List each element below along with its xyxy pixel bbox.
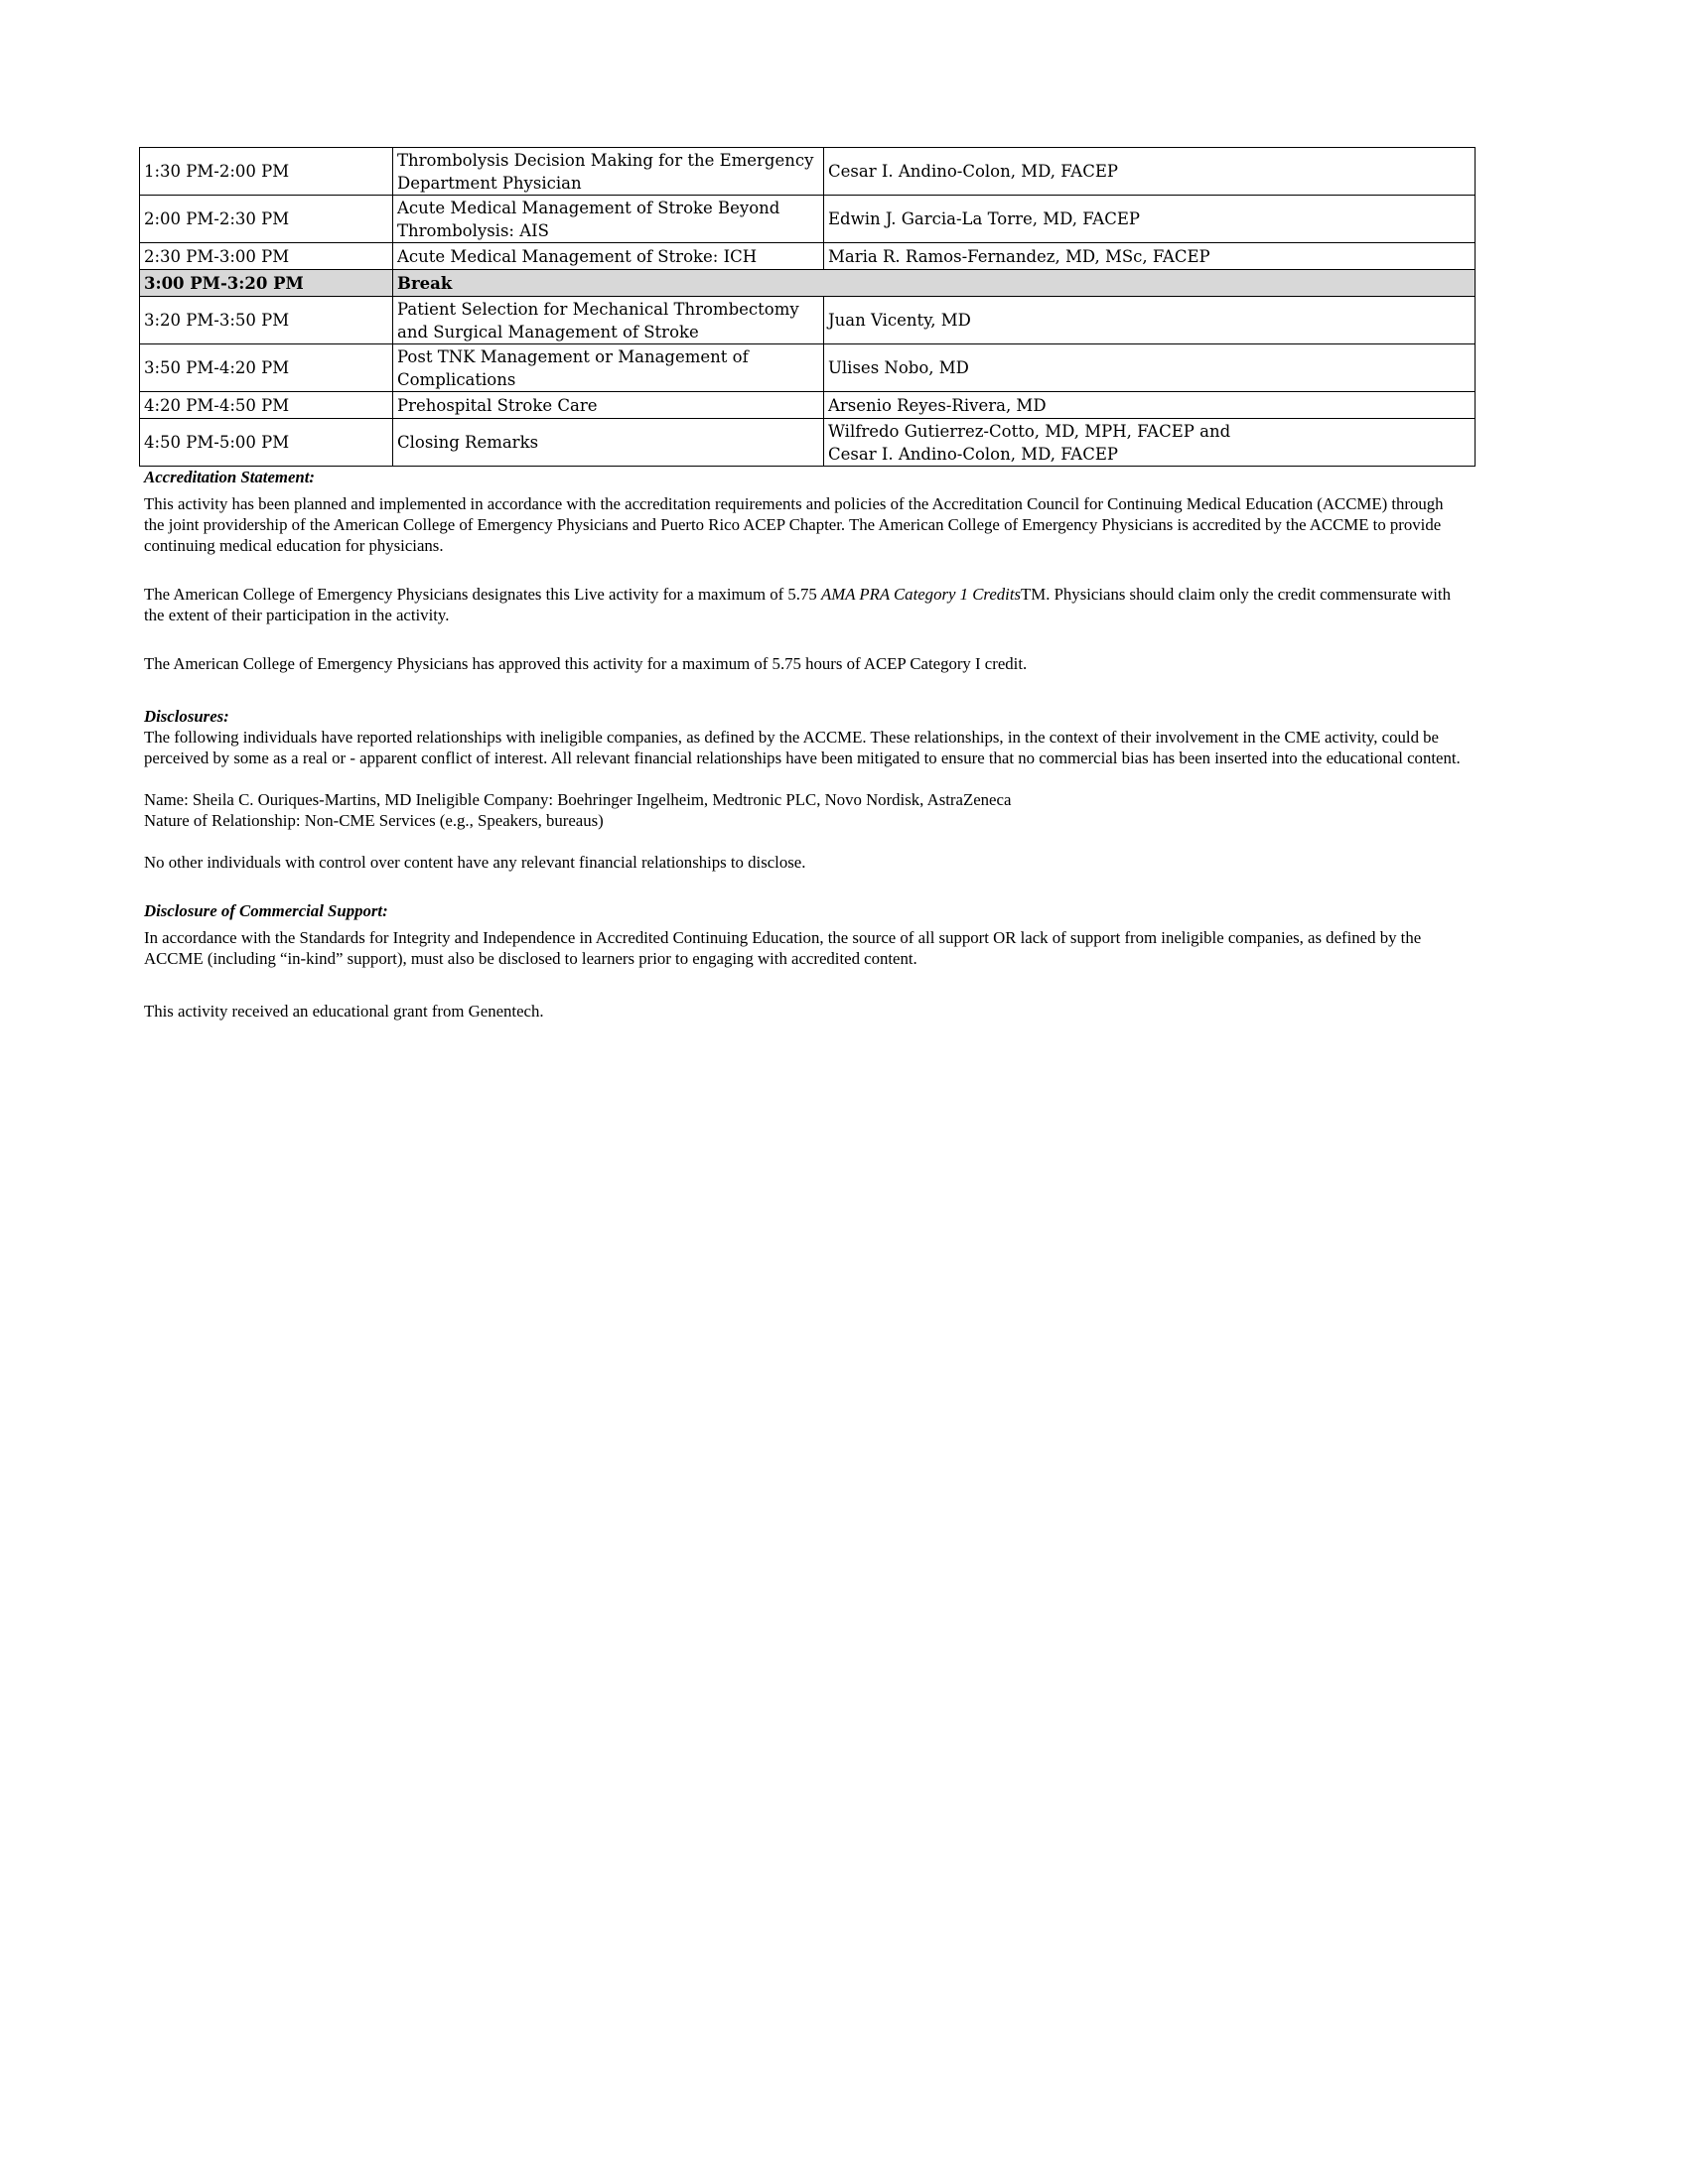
session-topic: Patient Selection for Mechanical Thrombectomy and Surgical Management of Stroke [393, 297, 824, 344]
table-row [140, 419, 1476, 467]
session-topic: Acute Medical Management of Stroke Beyond Thrombolysis: AIS [393, 196, 824, 243]
break-label: Break [393, 270, 1476, 297]
credit-designation-paragraph [144, 584, 1465, 625]
session-speaker: Cesar I. Andino-Colon, MD, FACEP [824, 148, 1476, 196]
credit-type: AMA PRA Category 1 Credits [820, 585, 1022, 604]
acep-credit-paragraph: The American College of Emergency Physicians has approved this activity for a maximum of 5.75 hours of ACEP Category I credit. [144, 654, 1028, 673]
table-row [140, 344, 1476, 392]
disclosure-name-line: Name: Sheila C. Ouriques-Martins, MD Ineligible Company: Boehringer Ingelheim, Medtronic PLC, Novo Nordisk, AstraZeneca [144, 790, 1012, 809]
session-time: 1:30 PM-2:00 PM [140, 148, 393, 196]
session-speaker [824, 419, 1476, 467]
credit-text-end: TM. Physicians should claim only the credit commensurate with the extent of their participation in the activity. [144, 585, 1451, 624]
commercial-support-section [139, 900, 1465, 1022]
schedule-table [139, 147, 1476, 467]
table-row [140, 148, 1476, 196]
disclosure-relationship-line: Nature of Relationship: Non-CME Services (e.g., Speakers, bureaus) [144, 811, 604, 830]
commercial-support-paragraph: In accordance with the Standards for Integrity and Independence in Accredited Continuing Education, the source of all support OR lack of support from ineligible companies, as defined by the ACCME (including “in-kind” support), must also be disclosed to learners prior to engaging with accredited content. [144, 928, 1422, 968]
session-time: 3:00 PM-3:20 PM [140, 270, 393, 297]
table-row [140, 196, 1476, 243]
commercial-support-heading: Disclosure of Commercial Support: [144, 901, 388, 920]
session-topic: Prehospital Stroke Care [393, 392, 824, 419]
accreditation-heading: Accreditation Statement: [144, 468, 315, 486]
session-time: 3:50 PM-4:20 PM [140, 344, 393, 392]
session-topic: Thrombolysis Decision Making for the Emergency Department Physician [393, 148, 824, 196]
session-speaker: Ulises Nobo, MD [824, 344, 1476, 392]
session-time: 2:30 PM-3:00 PM [140, 243, 393, 270]
document-page [139, 147, 1475, 1022]
break-row [140, 270, 1476, 297]
disclosures-heading: Disclosures: [144, 707, 229, 726]
accreditation-section [139, 467, 1465, 674]
session-speaker: Maria R. Ramos-Fernandez, MD, MSc, FACEP [824, 243, 1476, 270]
session-time: 3:20 PM-3:50 PM [140, 297, 393, 344]
speaker-line: Wilfredo Gutierrez-Cotto, MD, MPH, FACEP and [828, 421, 1231, 441]
table-row [140, 297, 1476, 344]
session-topic: Closing Remarks [393, 419, 824, 467]
credit-text: The American College of Emergency Physicians designates this Live activity for a maximum of 5.75 [144, 585, 821, 604]
session-topic: Acute Medical Management of Stroke: ICH [393, 243, 824, 270]
session-time: 4:50 PM-5:00 PM [140, 419, 393, 467]
grant-statement: This activity received an educational grant from Genentech. [144, 1002, 544, 1021]
speaker-line: Cesar I. Andino-Colon, MD, FACEP [828, 444, 1118, 464]
session-speaker: Arsenio Reyes-Rivera, MD [824, 392, 1476, 419]
table-row [140, 243, 1476, 270]
session-speaker: Edwin J. Garcia-La Torre, MD, FACEP [824, 196, 1476, 243]
disclosures-section [139, 706, 1465, 873]
accreditation-paragraph: This activity has been planned and implemented in accordance with the accreditation requirements and policies of the Accreditation Council for Continuing Medical Education (ACCME) through the joint providership of the American College of Emergency Physicians and Puerto Rico ACEP Chapter. The American College of Emergency Physicians is accredited by the ACCME to provide continuing medical education for physicians. [144, 494, 1444, 555]
session-time: 4:20 PM-4:50 PM [140, 392, 393, 419]
table-row [140, 392, 1476, 419]
session-speaker: Juan Vicenty, MD [824, 297, 1476, 344]
no-other-disclosures: No other individuals with control over content have any relevant financial relationships to disclose. [144, 853, 806, 872]
session-time: 2:00 PM-2:30 PM [140, 196, 393, 243]
disclosures-paragraph: The following individuals have reported relationships with ineligible companies, as defined by the ACCME. These relationships, in the context of their involvement in the CME activity, could be perceived by some as a real or - apparent conflict of interest. All relevant financial relationships have been mitigated to ensure that no commercial bias has been inserted into the educational content. [144, 728, 1461, 767]
session-topic: Post TNK Management or Management of Complications [393, 344, 824, 392]
